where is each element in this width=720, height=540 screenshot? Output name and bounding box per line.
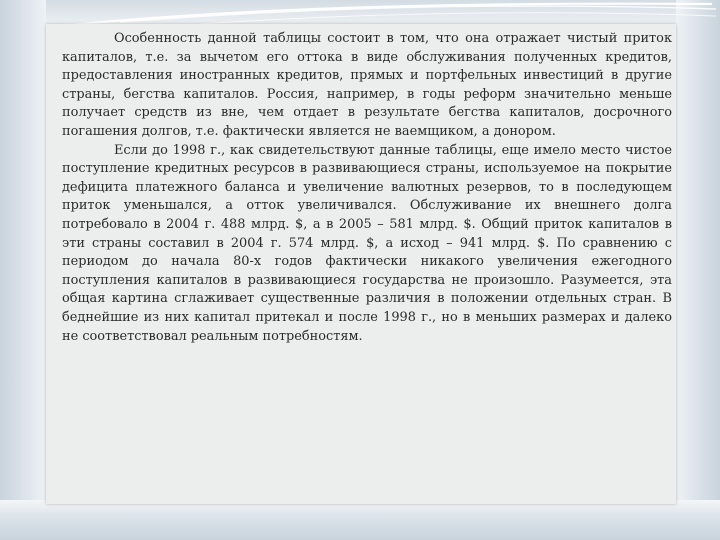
frame-bottom-border (0, 500, 720, 540)
paragraph-1: Особенность данной таблицы состоит в том, что она отражает чистый приток капиталов, т.е. за вычетом его оттока в виде обслуживания полученных кредитов, предоставления иностранных кредитов, прямых и портфельных инвестиций в другие страны, бегства капиталов. Россия, например, в годы реформ значительно меньше получает средств из вне, чем отдает в результате бегства капиталов, досрочного погашения долгов, т.е. фактически является не ваемщиком, а донором. (62, 31, 672, 139)
paragraph-2: Если до 1998 г., как свидетельствуют данные таблицы, еще имело место чистое поступление кредитных ресурсов в развивающиеся страны, используемое на покрытие дефицита платежного баланса и увеличение валютных резервов, то в последующем приток уменьшался, а отток увеличивался. Обслуживание их внешнего долга потребовало в 2004 г. 488 млрд. $, а в 2005 – 581 млрд. $. Общий приток капиталов в эти страны составил в 2004 г. 574 млрд. $, а исход – 941 млрд. $. По сравнению с периодом до начала 80-х годов фактически никакого увеличения ежегодного поступления капиталов в развивающиеся государства не произошло. Разумеется, эта общая картина сглаживает существенные различия в положении отдельных стран. В беднейшие из них капитал притекал и после 1998 г., но в меньших размерах и далеко не соответствовал реальным потребностям. (62, 142, 672, 344)
frame-right-border (676, 0, 720, 540)
body-text (62, 30, 672, 346)
frame-left-border (0, 0, 46, 540)
